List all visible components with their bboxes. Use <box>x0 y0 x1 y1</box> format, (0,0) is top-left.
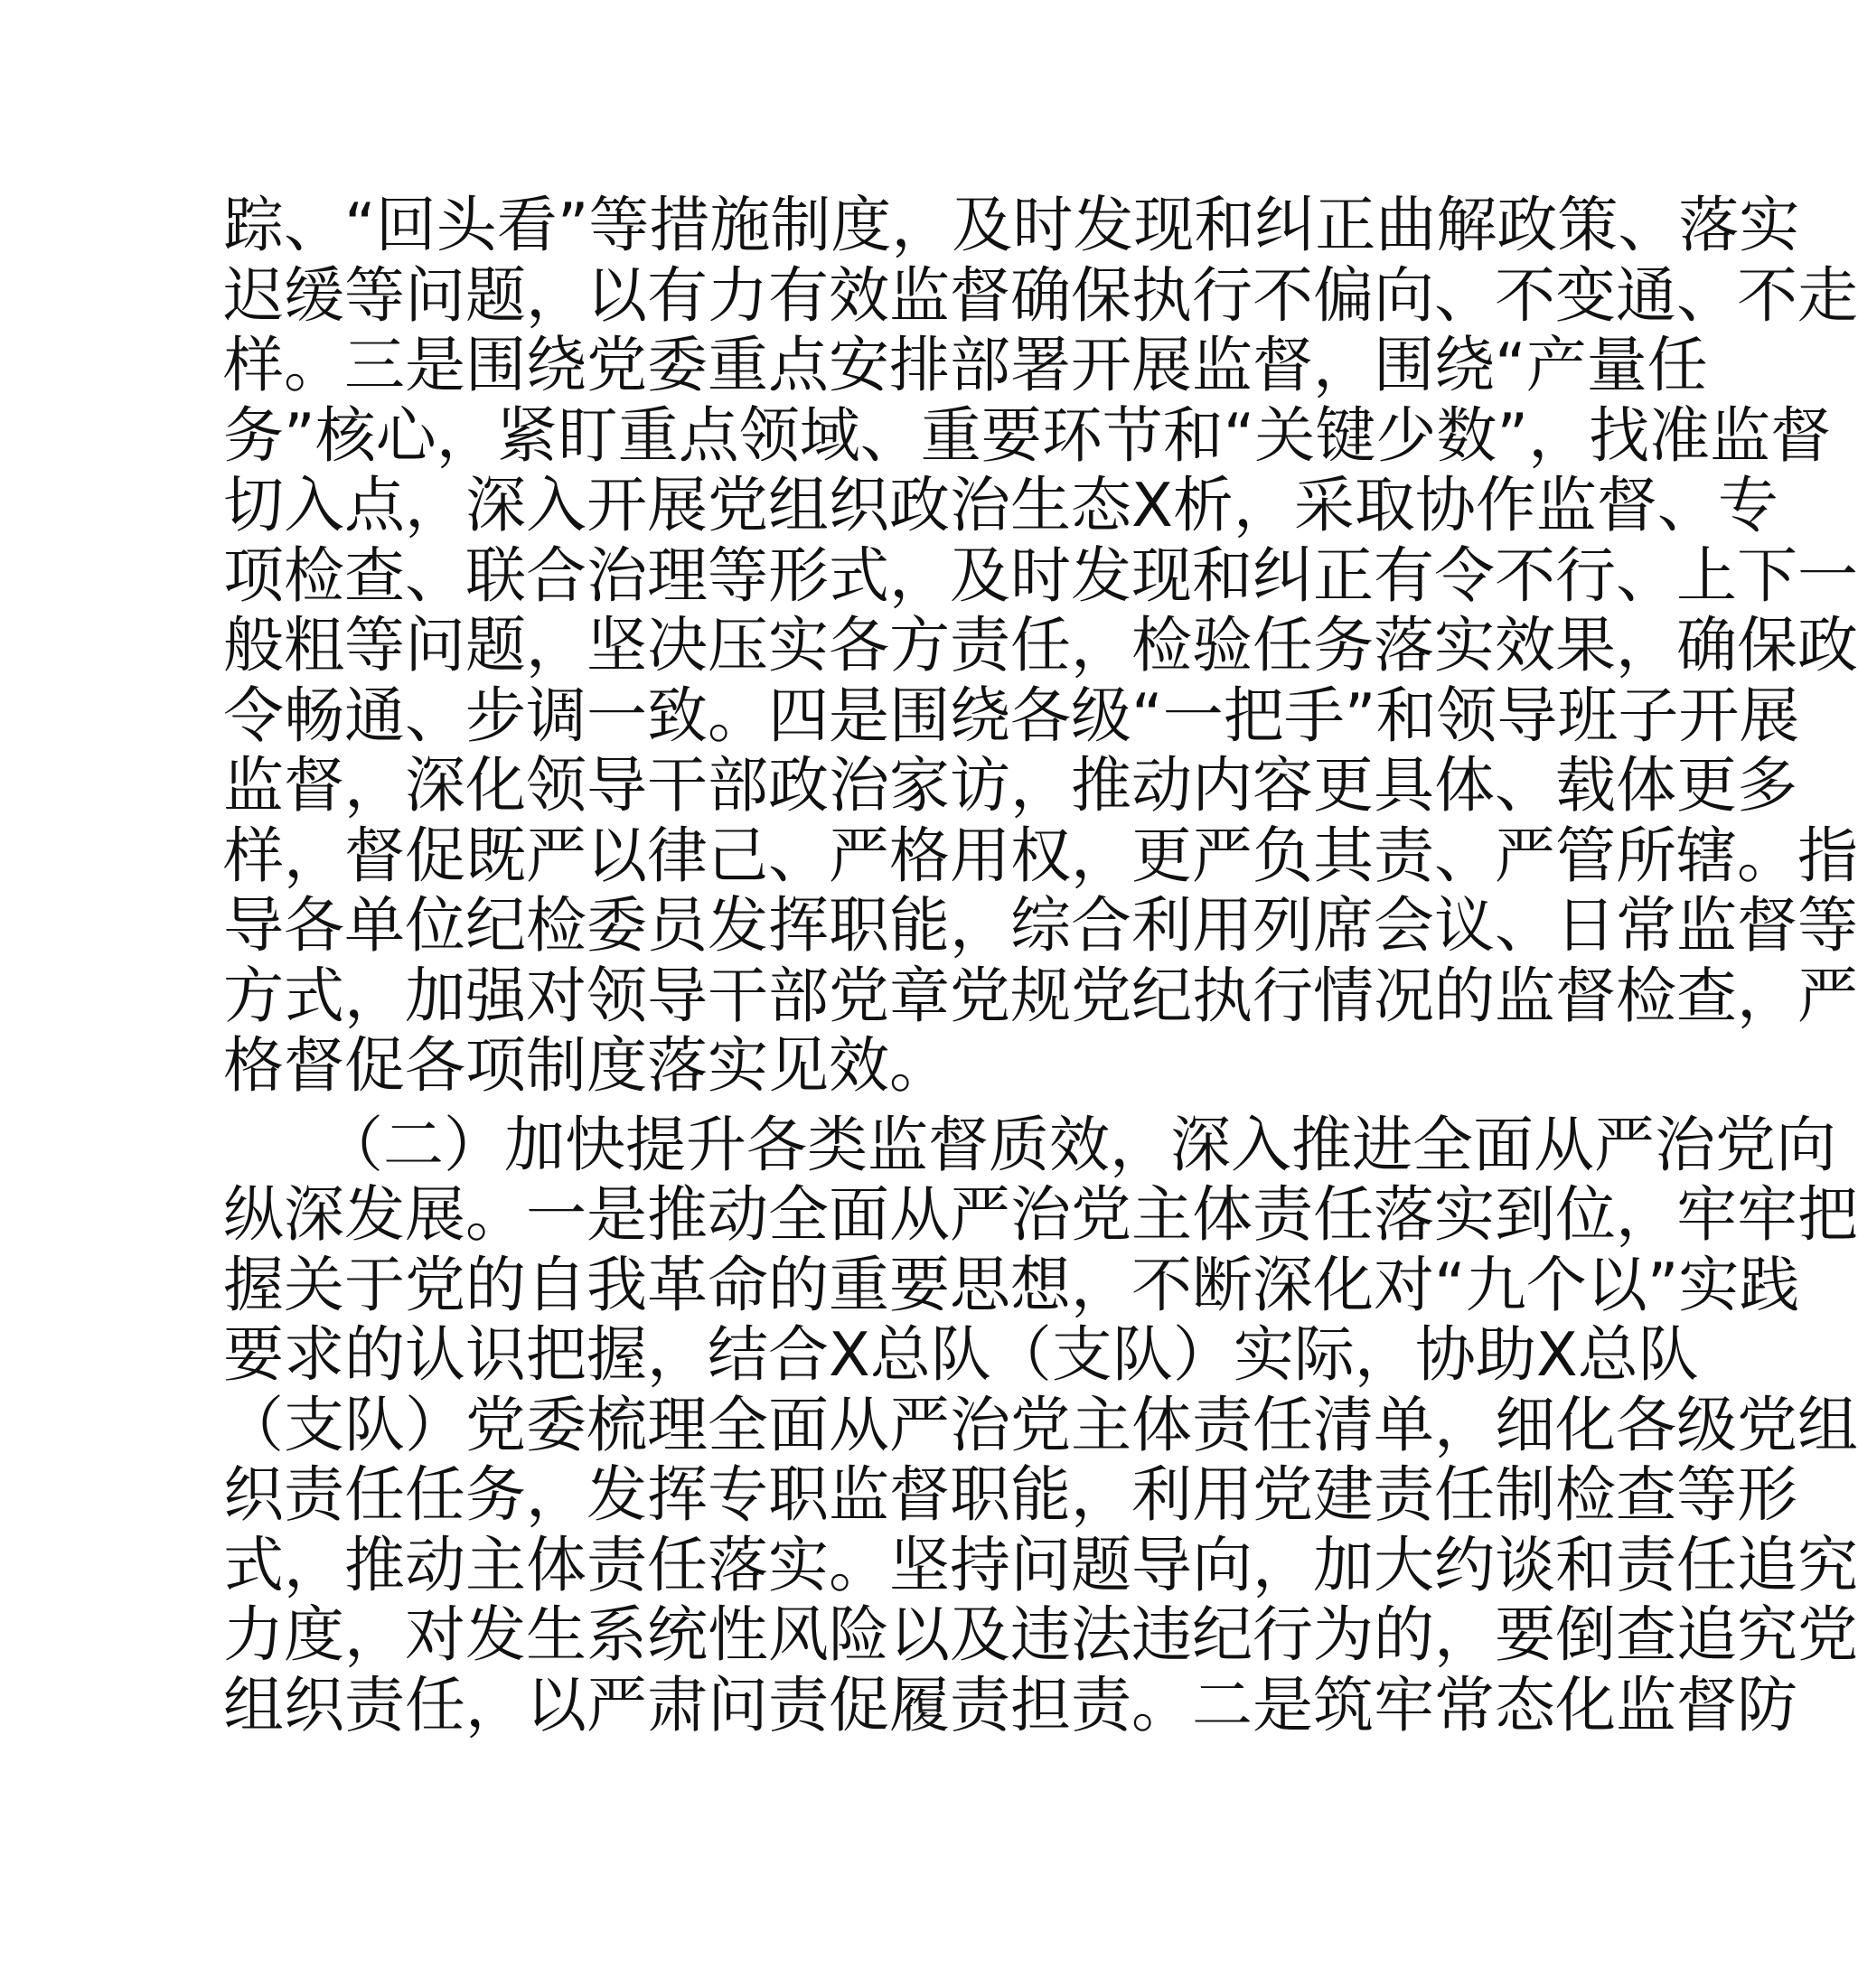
text-line: 切入点，深入开展党组织政治生态X析，采取协作监督、专 <box>223 470 1778 540</box>
text-line: 样。三是围绕党委重点安排部署开展监督，围绕“产量任 <box>223 330 1708 400</box>
text-line: 迟缓等问题，以有力有效监督确保执行不偏向、不变通、不走 <box>223 259 1858 331</box>
paragraph-supervision-continued <box>223 190 1858 1102</box>
document-page <box>223 190 1858 1740</box>
text-line: （支队）党委梳理全面从严治党主体责任清单，细化各级党组 <box>223 1389 1858 1460</box>
text-line: 纵深发展。一是推动全面从严治党主体责任落实到位，牢牢把 <box>223 1179 1858 1250</box>
paragraph-section-two <box>223 1109 1858 1741</box>
text-line: 要求的认识把握，结合X总队（支队）实际，协助X总队 <box>223 1319 1699 1390</box>
text-line: 方式，加强对领导干部党章党规党纪执行情况的监督检查，严 <box>223 960 1858 1031</box>
text-line: 格督促各项制度落实见效。 <box>223 1030 950 1101</box>
text-line: 般粗等问题，坚决压实各方责任，检验任务落实效果，确保政 <box>223 610 1858 680</box>
text-line: 务”核心，紧盯重点领域、重要环节和“关键少数”，找准监督 <box>223 399 1832 471</box>
text-line: 织责任任务，发挥专职监督职能，利用党建责任制检查等形 <box>223 1459 1797 1530</box>
text-line: 组织责任，以严肃问责促履责担责。二是筑牢常态化监督防 <box>223 1669 1797 1740</box>
text-line: 力度，对发生系统性风险以及违法违纪行为的，要倒查追究党 <box>223 1599 1858 1670</box>
text-line: 令畅通、步调一致。四是围绕各级“一把手”和领导班子开展 <box>223 680 1800 751</box>
text-line: 样，督促既严以律己、严格用权，更严负其责、严管所辖。指 <box>223 820 1858 891</box>
paragraph-gap <box>223 1102 1299 1111</box>
text-line: 式，推动主体责任落实。坚持问题导向，加大约谈和责任追究 <box>223 1529 1858 1600</box>
text-line: （二）加快提升各类监督质效，深入推进全面从严治党向 <box>323 1109 1836 1180</box>
text-line: 踪、“回头看”等措施制度，及时发现和纠正曲解政策、落实 <box>223 190 1800 260</box>
text-line: 项检查、联合治理等形式，及时发现和纠正有令不行、上下一 <box>223 539 1858 611</box>
text-line: 监督，深化领导干部政治家访，推动内容更具体、载体更多 <box>223 750 1797 821</box>
text-line: 导各单位纪检委员发挥职能，综合利用列席会议、日常监督等 <box>223 890 1858 961</box>
text-line: 握关于党的自我革命的重要思想，不断深化对“九个以”实践 <box>223 1249 1800 1320</box>
